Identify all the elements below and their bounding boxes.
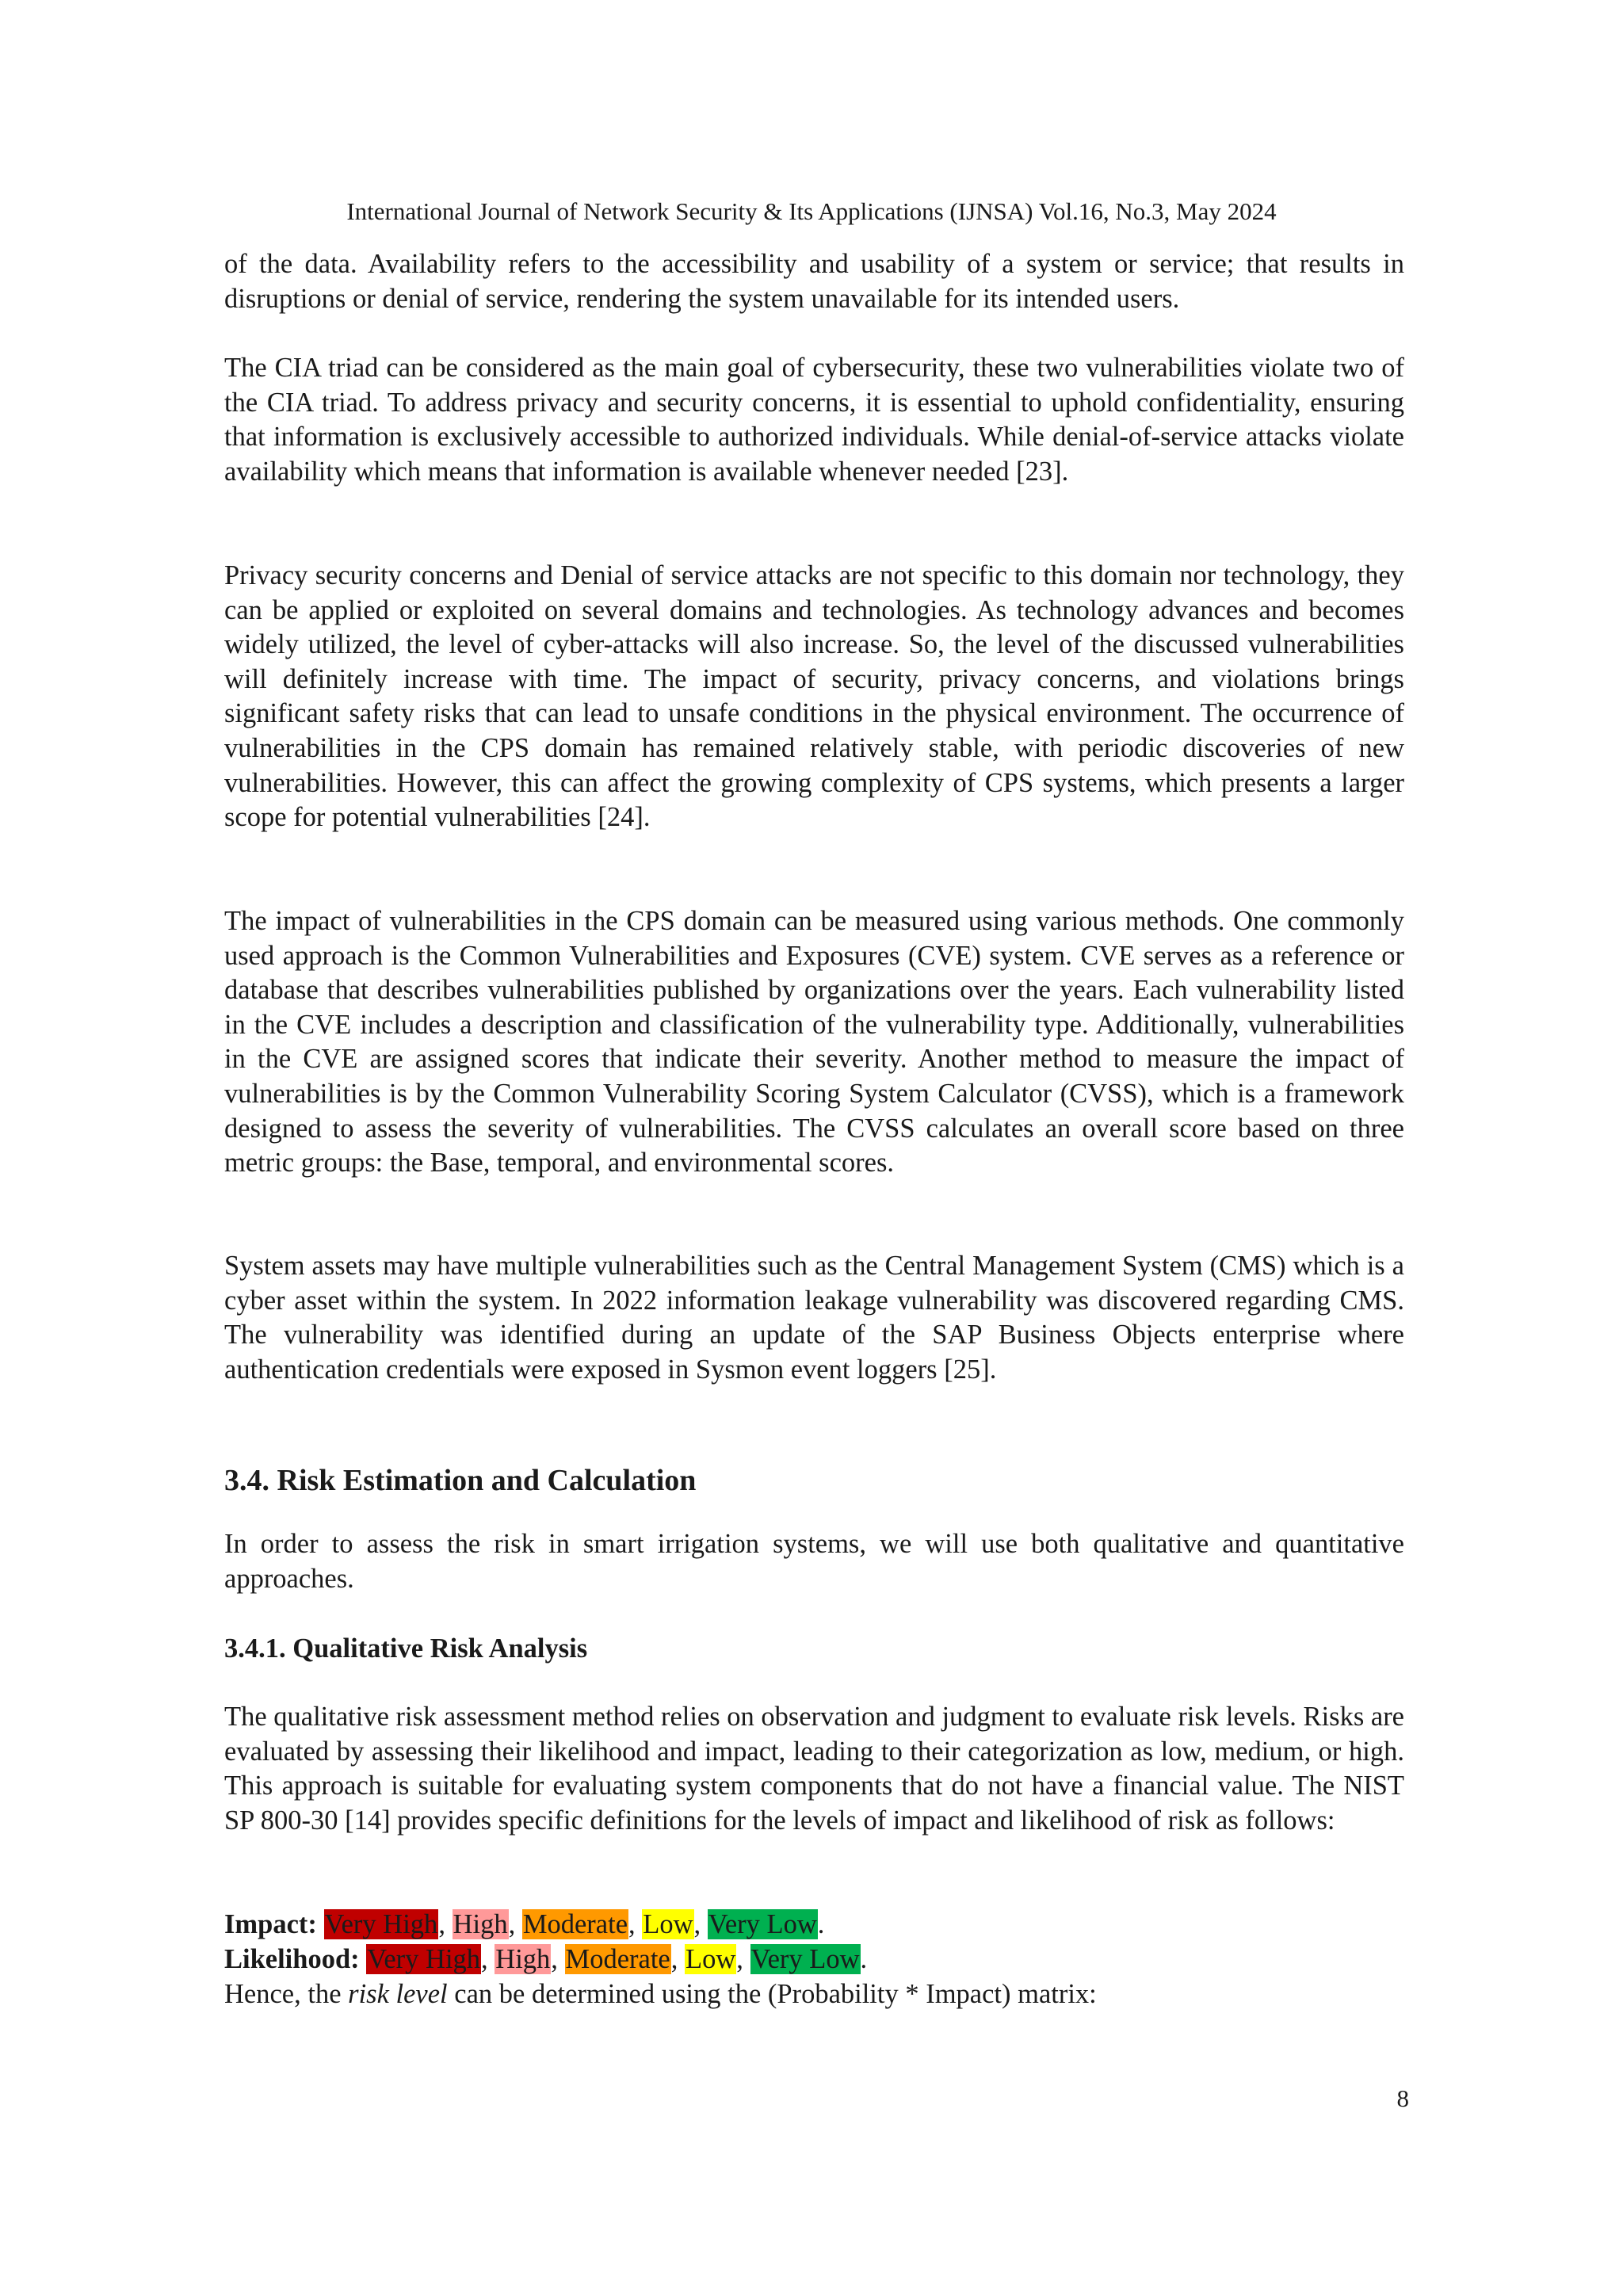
journal-header: International Journal of Network Security & Its Applications (IJNSA) Vol.16, No.3, May 2024: [346, 197, 1277, 225]
paragraph-2: The CIA triad can be considered as the main goal of cybersecurity, these two vulnerabilities violate two of the CIA triad. To address privacy and security concerns, it is essential to uphold confidentiality, ensuring that information is exclusively accessible to authorized individuals. While denial-of-service attacks violate availability which means that information is available whenever needed [23].: [224, 353, 1404, 487]
impact-low: Low: [643, 1909, 693, 1939]
likelihood-very-low: Very Low: [750, 1944, 860, 1974]
likelihood-high: High: [495, 1944, 551, 1974]
likelihood-very-high: Very High: [367, 1944, 481, 1974]
impact-levels: Impact: Very High, High, Moderate, Low, Very Low.: [224, 1909, 825, 1939]
likelihood-low: Low: [685, 1944, 736, 1974]
likelihood-moderate: Moderate: [565, 1944, 670, 1974]
likelihood-label: Likelihood:: [224, 1944, 360, 1974]
page-number: 8: [1396, 2084, 1409, 2112]
paragraph-1: of the data. Availability refers to the accessibility and usability of a system or service; that results in disruptions or denial of service, rendering the system unavailable for its intended users.: [224, 249, 1404, 314]
impact-high: High: [453, 1909, 508, 1939]
paragraph-5: System assets may have multiple vulnerabilities such as the Central Management System (CMS) which is a cyber asset within the system. In 2022 information leakage vulnerability was discovered regarding CMS. The vulnerability was identified during an update of the SAP Business Objects enterprise where authentication credentials were exposed in Sysmon event loggers [25].: [224, 1251, 1404, 1385]
section-heading: 3.4. Risk Estimation and Calculation: [224, 1464, 697, 1497]
impact-label: Impact:: [224, 1909, 317, 1939]
subsection-text: The qualitative risk assessment method relies on observation and judgment to evaluate risk levels. Risks are evaluated by assessing their likelihood and impact, leading to their categorization as low, medium, or high. This approach is suitable for evaluating system components that do not have a financial value. The NIST SP 800-30 [14] provides specific definitions for the levels of impact and likelihood of risk as follows:: [224, 1702, 1404, 1836]
impact-moderate: Moderate: [522, 1909, 628, 1939]
impact-very-high: Very High: [324, 1909, 438, 1939]
risk-level-term: risk level: [348, 1979, 448, 2009]
hence-line: Hence, the risk level can be determined using the (Probability * Impact) matrix:: [224, 1979, 1097, 2009]
subsection-heading: 3.4.1. Qualitative Risk Analysis: [224, 1633, 588, 1664]
paragraph-3: Privacy security concerns and Denial of service attacks are not specific to this domain nor technology, they can be applied or exploited on several domains and technologies. As technology advances and becomes widely utilized, the level of cyber-attacks will also increase. So, the level of the discussed vulnerabilities will definitely increase with time. The impact of security, privacy concerns, and violations brings significant safety risks that can lead to unsafe conditions in the physical environment. The occurrence of vulnerabilities in the CPS domain has remained relatively stable, with periodic discoveries of new vulnerabilities. However, this can affect the growing complexity of CPS systems, which presents a larger scope for potential vulnerabilities [24].: [224, 560, 1404, 833]
section-intro: In order to assess the risk in smart irrigation systems, we will use both qualitative and quantitative approaches.: [224, 1529, 1404, 1594]
likelihood-levels: Likelihood: Very High, High, Moderate, Low, Very Low.: [224, 1944, 868, 1974]
paragraph-4: The impact of vulnerabilities in the CPS domain can be measured using various methods. One commonly used approach is the Common Vulnerabilities and Exposures (CVE) system. CVE serves as a reference or database that describes vulnerabilities published by organizations over the years. Each vulnerability listed in the CVE includes a description and classification of the vulnerability type. Additionally, vulnerabilities in the CVE are assigned scores that indicate their severity. Another method to measure the impact of vulnerabilities is by the Common Vulnerability Scoring System Calculator (CVSS), which is a framework designed to assess the severity of vulnerabilities. The CVSS calculates an overall score based on three metric groups: the Base, temporal, and environmental scores.: [224, 906, 1404, 1179]
impact-very-low: Very Low: [708, 1909, 817, 1939]
